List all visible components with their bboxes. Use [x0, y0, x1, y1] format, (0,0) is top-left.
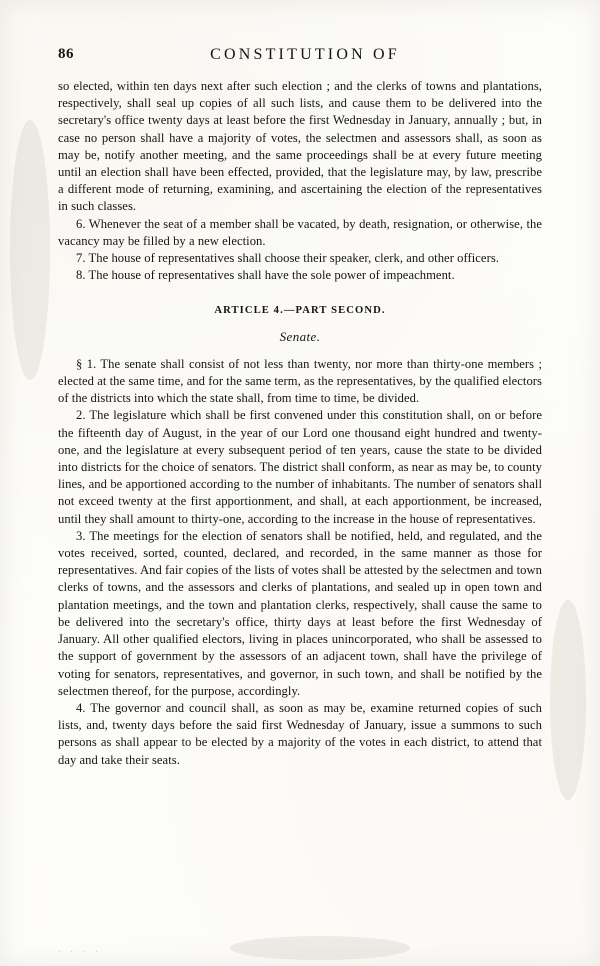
- running-head: CONSTITUTION OF: [210, 46, 400, 63]
- paragraph-continuation: so elected, within ten days next after such election ; and the clerks of towns and plantations, respectively, shall seal up copies of all such lists, and cause them to be delivered into the secretary's office twenty days at least before the first Wednesday in January, annually ; but, in case no person shall have a majority of votes, the selectmen and assessors shall, as soon as may be, notify another meeting, and the same proceedings shall be at every future meeting until an election shall have been effected, provided, that the legislature may, by law, prescribe a different mode of returning, examining, and ascertaining the election of the representatives in such classes.: [58, 79, 542, 214]
- paragraph-senate-3: 3. The meetings for the election of senators shall be notified, held, and regulated, and the votes received, sorted, counted, declared, and recorded, in the same manner as those for representatives. And fair copies of the lists of votes shall be attested by the selectmen and town clerks of towns, and the assessors and clerks of plantations, and sealed up in open town and plantation meetings, and the town and plantation clerks, respectively, shall cause the same to be delivered into the secretary's office, thirty days at least before the first Wednesday of January. All other qualified electors, living in places unincorporated, who shall be assessed to the support of government by the assessors of an adjacent town, shall have the privilege of voting for senators, representatives, and governor, in such town, and shall be notified by the selectmen thereof, for the purpose, accordingly.: [58, 528, 542, 698]
- paragraph-senate-1: § 1. The senate shall consist of not less than twenty, nor more than thirty-one members ; elected at the same time, and for the same term, as the representatives, by the qualified electors of the districts into which the state shall, from time to time, be divided.: [58, 356, 542, 406]
- paragraph-senate-2: 2. The legislature which shall be first convened under this constitution shall, on or before the fifteenth day of August, in the year of our Lord one thousand eight hundred and twenty-one, and the legislature at every subsequent period of ten years, cause the state to be divided into districts for the choice of senators. The district shall conform, as near as may be, to county lines, and be apportioned according to the number of inhabitants. The number of senators shall not exceed twenty at the first apportionment, and shall, at each apportionment, be increased, until they shall amount to thirty-one, according to the increase in the house of representatives.: [58, 408, 542, 526]
- article-subheading: Senate.: [279, 328, 321, 344]
- article-heading: ARTICLE 4.—PART SECOND.: [214, 305, 386, 317]
- page-body: [58, 78, 542, 769]
- paragraph-section-7: 7. The house of representatives shall choose their speaker, clerk, and other officers.: [76, 251, 499, 266]
- page-number: 86: [58, 46, 74, 62]
- paper-smudge: [10, 120, 50, 380]
- page-header: [58, 40, 542, 74]
- paragraph-section-6: 6. Whenever the seat of a member shall be vacated, by death, resignation, or otherwise, the vacancy may be filled by a new election.: [58, 216, 542, 248]
- paragraph-senate-4: 4. The governor and council shall, as soon as may be, examine returned copies of such lists, and, twenty days before the said first Wednesday of January, issue a summons to such persons as shall appear to be elected by a majority of the votes in each district, to attend that day and take their seats.: [58, 700, 542, 767]
- paragraph-section-8: 8. The house of representatives shall have the sole power of impeachment.: [76, 268, 455, 283]
- paper-smudge: [550, 600, 586, 800]
- page-footer-marks: . . . .: [58, 944, 102, 954]
